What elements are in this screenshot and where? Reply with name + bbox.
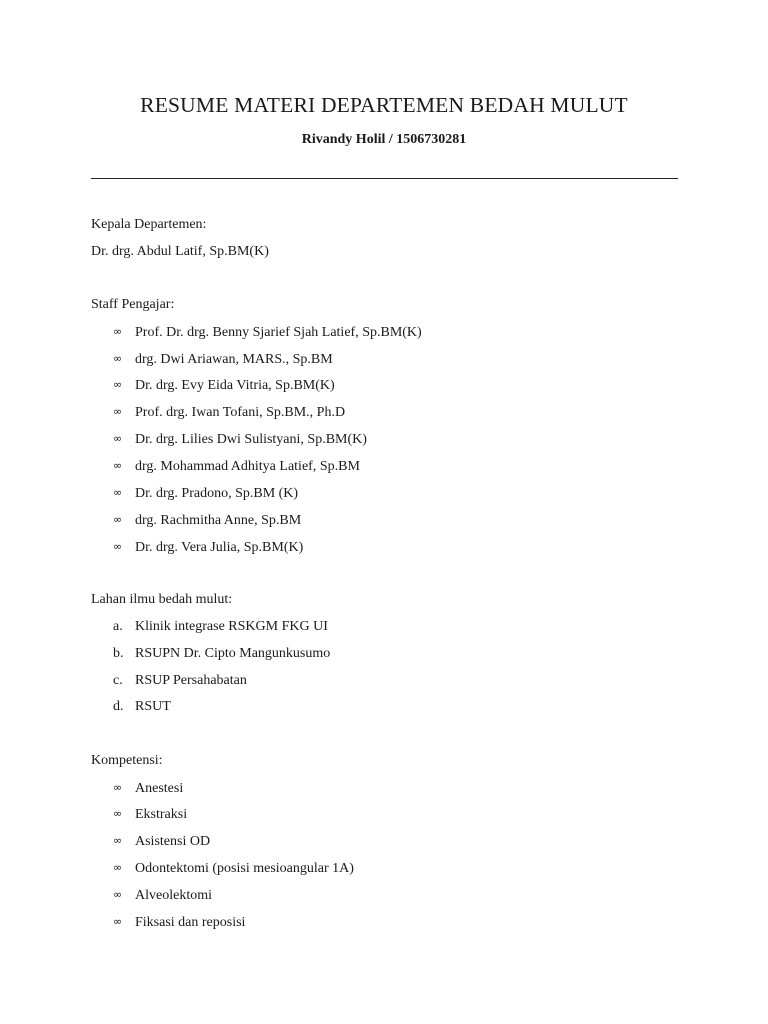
bullet-icon: ∞ [113,807,123,820]
list-item-label: Dr. drg. Lilies Dwi Sulistyani, Sp.BM(K) [135,432,367,447]
list-item [113,430,367,449]
list-item [113,350,333,369]
list-item [113,457,360,476]
list-item-label: Prof. Dr. drg. Benny Sjarief Sjah Latief, Sp.BM(K) [135,325,422,340]
list-marker: b. [113,646,124,661]
list-item [113,618,328,636]
list-item-label: Prof. drg. Iwan Tofani, Sp.BM., Ph.D [135,405,346,420]
list-marker: a. [113,619,123,634]
bullet-icon: ∞ [113,834,123,847]
list-item [113,672,247,690]
list-item [113,832,210,851]
list-item-label: RSUPN Dr. Cipto Mangunkusumo [135,646,331,661]
list-item [113,323,422,342]
list-item-label: RSUP Persahabatan [135,673,247,688]
staff-section-heading: Staff Pengajar: [91,297,175,312]
list-item-label: Asistensi OD [135,834,211,849]
list-item-label: RSUT [135,699,171,714]
document-title: RESUME MATERI DEPARTEMEN BEDAH MULUT [140,93,628,117]
list-item-label: Dr. drg. Evy Eida Vitria, Sp.BM(K) [135,378,335,393]
list-item [113,645,330,663]
list-item [113,484,298,503]
bullet-icon: ∞ [113,459,123,472]
list-item-label: Anestesi [135,781,184,796]
list-item-label: drg. Rachmitha Anne, Sp.BM [135,513,302,528]
bullet-icon: ∞ [113,861,123,874]
list-item-label: drg. Dwi Ariawan, MARS., Sp.BM [135,352,333,367]
list-item [113,511,301,530]
bullet-icon: ∞ [113,781,123,794]
list-item [113,886,212,905]
locations-section-heading: Lahan ilmu bedah mulut: [91,592,233,607]
document-author: Rivandy Holil / 1506730281 [301,132,467,147]
list-item-label: Dr. drg. Vera Julia, Sp.BM(K) [135,540,304,555]
bullet-icon: ∞ [113,540,123,553]
list-item-label: Odontektomi (posisi mesioangular 1A) [135,861,354,876]
bullet-icon: ∞ [113,378,123,391]
bullet-icon: ∞ [113,888,123,901]
bullet-icon: ∞ [113,352,123,365]
bullet-icon: ∞ [113,325,123,338]
list-item-label: Fiksasi dan reposisi [135,915,246,930]
title-divider [91,178,678,179]
list-item [113,376,335,395]
head-section-heading: Kepala Departemen: [91,217,207,232]
bullet-icon: ∞ [113,513,123,526]
list-item-label: Dr. drg. Pradono, Sp.BM (K) [135,486,299,501]
list-item [113,538,303,557]
list-item [113,805,187,824]
competency-section-heading: Kompetensi: [91,753,163,768]
list-item-label: Ekstraksi [135,807,188,822]
list-item [113,779,183,798]
list-marker: d. [113,699,124,714]
bullet-icon: ∞ [113,486,123,499]
list-item-label: Alveolektomi [135,888,212,903]
list-item [113,403,345,422]
bullet-icon: ∞ [113,915,123,928]
head-name: Dr. drg. Abdul Latif, Sp.BM(K) [91,244,269,259]
list-item [113,913,245,932]
list-item-label: Klinik integrase RSKGM FKG UI [135,619,328,634]
list-item [113,698,171,716]
list-item-label: drg. Mohammad Adhitya Latief, Sp.BM [135,459,360,474]
bullet-icon: ∞ [113,405,123,418]
bullet-icon: ∞ [113,432,123,445]
list-marker: c. [113,673,123,688]
list-item [113,859,354,878]
